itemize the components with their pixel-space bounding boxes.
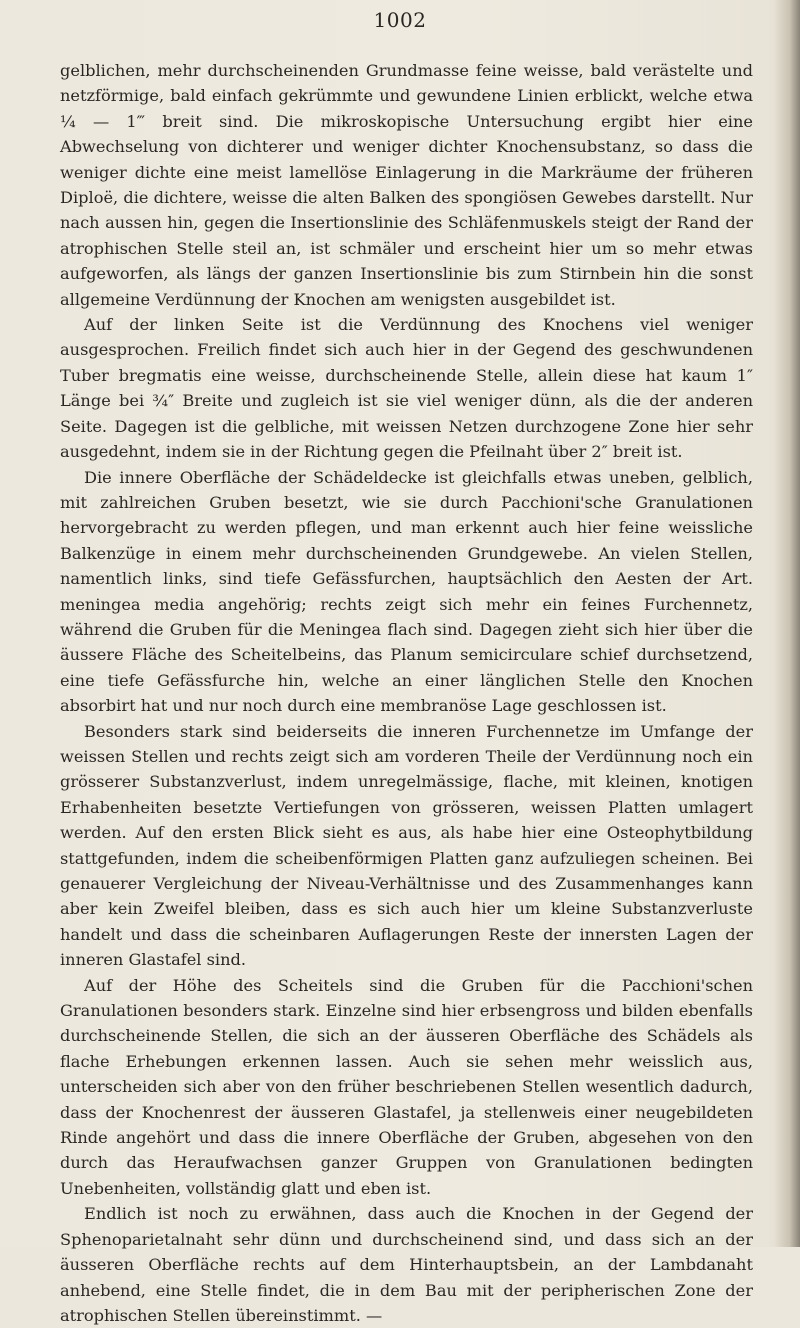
paragraph-5: Auf der Höhe des Scheitels sind die Gruben für die Pacchioni'schen Granulationen besonders stark. Einzelne sind hier erbsengross und bilden ebenfalls durchscheinende Stellen, die sich an der äusseren Oberfläche des Schädels als flache Erhebungen erkennen lassen. Auch sie sehen mehr weisslich aus, unterscheiden sich aber von den früher beschriebenen Stellen wesentlich dadurch, dass der Knochenrest der äusseren Glastafel, ja stellenweis einer neugebildeten Rinde angehört und dass die innere Oberfläche der Gruben, abgesehen von den durch das Heraufwachsen ganzer Gruppen von Granulationen bedingten Unebenheiten, vollständig glatt und eben ist. [60,975,753,1198]
page-edge-shadow [774,0,800,1247]
paragraph-1: gelblichen, mehr durchscheinenden Grundmasse feine weisse, bald verästelte und netzförmige, bald einfach gekrümmte und gewundene Linien erblickt, welche etwa ¼ — 1‴ breit sind. Die mikroskopische Untersuchung ergibt hier eine Abwechselung von dichterer und weniger dichter Knochensubstanz, so dass die weniger dichte eine meist lamellöse Einlagerung in die Markräume der früheren Diploë, die dichtere, weisse die alten Balken des spongiösen Gewebes darstellt. Nur nach aussen hin, gegen die Insertionslinie des Schläfenmuskels steigt der Rand der atrophischen Stelle steil an, ist schmäler und erscheint hier um so mehr etwas aufgeworfen, als längs der ganzen Insertionslinie bis zum Stirnbein hin die sonst allgemeine Verdünnung der Knochen am wenigsten ausgebildet ist. [60,61,753,309]
paragraph-4: Besonders stark sind beiderseits die inneren Furchennetze im Umfange der weissen Stellen und rechts zeigt sich am vorderen Theile der Verdünnung noch ein grösserer Substanzverlust, indem unregelmässige, flache, mit kleinen, knotigen Erhabenheiten besetzte Vertiefungen von grösseren, weissen Platten umlagert werden. Auf den ersten Blick sieht es aus, als habe hier eine Osteophytbildung stattgefunden, indem die scheibenförmigen Platten ganz aufzuliegen scheinen. Bei genauerer Vergleichung der Niveau-Verhältnisse und des Zusammenhanges kann aber kein Zweifel bleiben, dass es sich auch hier um kleine Substanzverluste handelt und dass die scheinbaren Auflagerungen Reste der innersten Lagen der inneren Glastafel sind. [60,721,753,970]
paragraph-6: Endlich ist noch zu erwähnen, dass auch die Knochen in der Gegend der Sphenoparietalnaht sehr dünn und durchscheinend sind, und dass sich an der äusseren Oberfläche rechts auf dem Hinterhauptsbein, an der Lambdanaht anhebend, eine Stelle findet, die in dem Bau mit der peripherischen Zone der atrophischen Stellen übereinstimmt. — [60,1204,753,1325]
paragraph-3: Die innere Oberfläche der Schädeldecke ist gleichfalls etwas uneben, gelblich, mit zahlreichen Gruben besetzt, wie sie durch Pacchioni'sche Granulationen hervorgebracht zu werden pflegen, und man erkennt auch hier feine weissliche Balkenzüge in einem mehr durchscheinenden Grundgewebe. An vielen Stellen, namentlich links, sind tiefe Gefässfurchen, hauptsächlich den Aesten der Art. meningea media angehörig; rechts zeigt sich mehr ein feines Furchennetz, während die Gruben für die Meningea flach sind. Dagegen zieht sich hier über die äussere Fläche des Scheitelbeins, das Planum semicirculare schief durchsetzend, eine tiefe Gefässfurche hin, welche an einer länglichen Stelle den Knochen absorbirt hat und nur noch durch eine membranöse Lage geschlossen ist. [60,467,753,716]
page-number: 1002 [373,8,427,32]
body-text [60,58,753,1328]
paragraph-2: Auf der linken Seite ist die Verdünnung des Knochens viel weniger ausgesprochen. Freilich findet sich auch hier in der Gegend des geschwundenen Tuber bregmatis eine weisse, durchscheinende Stelle, allein diese hat kaum 1″ Länge bei ¾″ Breite und zugleich ist sie viel weniger dünn, als die der anderen Seite. Dagegen ist die gelbliche, mit weissen Netzen durchzogene Zone hier sehr ausgedehnt, indem sie in der Richtung gegen die Pfeilnaht über 2″ breit ist. [60,315,753,462]
